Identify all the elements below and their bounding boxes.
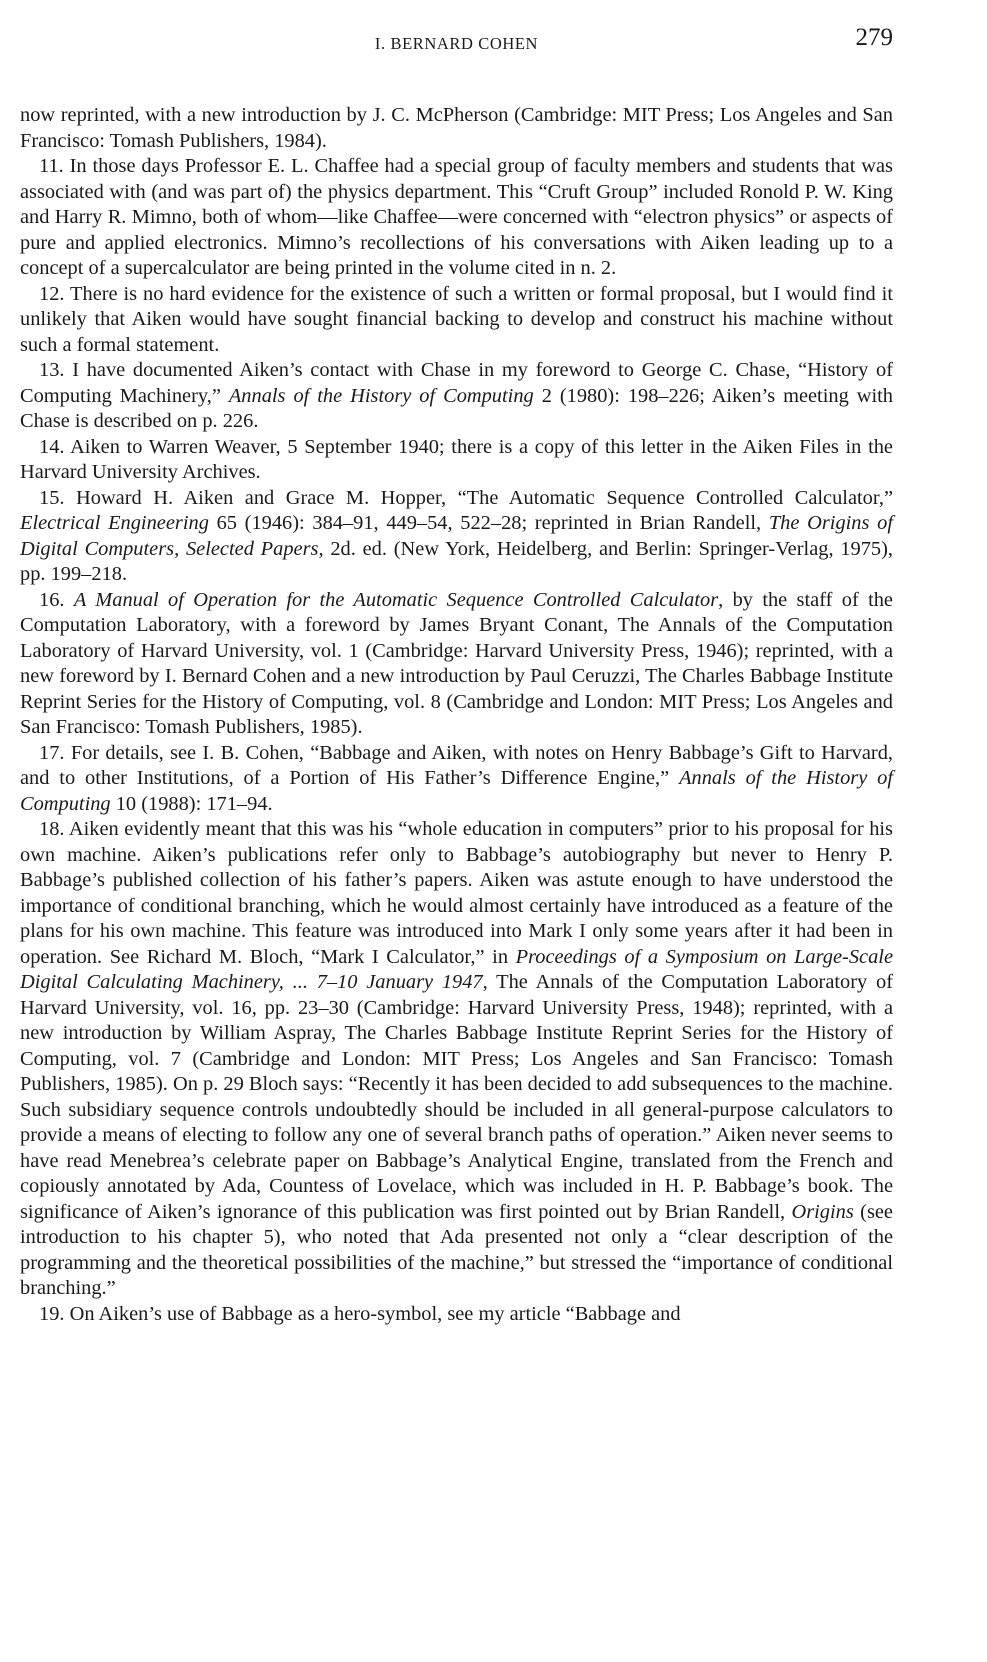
note-text: , 2d. ed. (New York, Heidelberg, and Berlin: Springer-Verlag, 1975), pp. 199–218. [20, 537, 893, 585]
note-text: (see introduction to his chapter 5), who noted that Ada presented not only a “clear description of the programming and the theoretical possibilities of the machine,” but stressed the “importance of conditional branching.” [20, 1200, 893, 1299]
note-text: 10 (1988): 171–94. [110, 792, 273, 815]
note-text: In those days Professor E. L. Chaffee had a special group of faculty members and students that was associated with (and was part of) the physics department. This “Cruft Group” included Ronold P. W. King and Harry R. Mimno, both of whom—like Chaffee—were concerned with “electron physics” or aspects of pure and applied electronics. Mimno’s recollections of his conversations with Aiken leading up to a concept of a supercalculator are being printed in the volume cited in n. 2. [20, 155, 893, 279]
page-number: 279 [855, 24, 893, 51]
endnote [20, 358, 893, 435]
page [20, 24, 893, 1327]
running-head [20, 24, 893, 64]
note-text: Aiken evidently meant that this was his “whole education in computers” prior to his proposal for his own machine. Aiken’s publications refer only to Babbage’s autobiography but never to Henry P. Babbage’s published collection of his father’s papers. Aiken was astute enough to have understood the importance of conditional branching, which he would almost certainly have introduced as a feature of the plans for his own machine. This feature was introduced into Mark I only some years after it had been in operation. See Richard M. Bloch, “Mark I Calculator,” in [20, 818, 893, 968]
endnote-number: 18. [39, 818, 65, 840]
endnote-number: 19. [39, 1302, 65, 1325]
endnote-number: 11. [39, 155, 64, 177]
note-text: On Aiken’s use of Babbage as a hero-symbol, see my article “Babbage and [69, 1302, 681, 1325]
endnote [20, 282, 893, 359]
endnote-number: 14. [39, 435, 65, 458]
endnote-number: 15. [39, 486, 65, 509]
endnote [20, 435, 893, 486]
italic-title: Annals of the History of Computing [228, 384, 534, 407]
italic-title: Electrical Engineering [20, 512, 209, 534]
endnote [20, 1302, 893, 1328]
endnote-number: 13. [39, 359, 65, 381]
italic-title: The Origins of Digital Computers, Selected Papers [20, 512, 893, 560]
note-text: , The Annals of the Computation Laboratory of Harvard University, vol. 16, pp. 23–30 (Cambridge: Harvard University Press, 1948); reprinted, with a new introduction by William Aspray, The Charles Babbage Institute Reprint Series for the History of Computing, vol. 7 (Cambridge and London: MIT Press; Los Angeles and San Francisco: Tomash Publishers, 1985). On p. 29 Bloch says: “Recently it has been decided to add subsequences to the machine. Such subsidiary sequence controls undoubtedly should be included in all general-purpose calculators to provide a means of electing to follow any one of several branch paths of operation.” Aiken never seems to have read Menebrea’s celebrate paper on Babbage’s Analytical Engine, translated from the French and copiously annotated by Ada, Countess of Lovelace, which was included in H. P. Babbage’s book. The significance of Aiken’s ignorance of this publication was first pointed out by Brian Randell, [20, 971, 893, 1223]
endnotes [20, 103, 893, 1327]
endnote [20, 486, 893, 588]
note-text: Aiken to Warren Weaver, 5 September 1940; there is a copy of this letter in the Aiken Files in the Harvard University Archives. [20, 435, 893, 483]
note-text: , by the staff of the Computation Laboratory, with a foreword by James Bryant Conant, The Annals of the Computation Laboratory of Harvard University, vol. 1 (Cambridge: Harvard University Press, 1946); reprinted, with a new foreword by I. Bernard Cohen and a new introduction by Paul Ceruzzi, The Charles Babbage Institute Reprint Series for the History of Computing, vol. 8 (Cambridge and London: MIT Press; Los Angeles and San Francisco: Tomash Publishers, 1985). [20, 588, 893, 738]
endnote [20, 817, 893, 1302]
note-text: For details, see I. B. Cohen, “Babbage and Aiken, with notes on Henry Babbage’s Gift to Harvard, and to other Institutions, of a Portion of His Father’s Difference Engine,” [20, 741, 893, 789]
endnote-number: 12. [39, 282, 65, 305]
italic-title: Origins [791, 1200, 854, 1223]
note-text: I have documented Aiken’s contact with Chase in my foreword to George C. Chase, “History of Computing Machinery,” [20, 359, 893, 407]
italic-title: A Manual of Operation for the Automatic Sequence Controlled Calculator [73, 588, 719, 611]
endnote [20, 741, 893, 818]
endnote-number: 16. [39, 588, 65, 611]
endnote-number: 17. [39, 741, 65, 764]
note-text: 65 (1946): 384–91, 449–54, 522–28; reprinted in Brian Randell, [208, 512, 769, 534]
note-text: There is no hard evidence for the existence of such a written or formal proposal, but I would find it unlikely that Aiken would have sought financial backing to develop and construct his machine without such a formal statement. [20, 282, 893, 356]
italic-title: Proceedings of a Symposium on Large-Scale Digital Calculating Machinery, ... 7–10 January 1947 [20, 945, 893, 993]
note-text: Howard H. Aiken and Grace M. Hopper, “The Automatic Sequence Controlled Calculator,” [76, 486, 894, 509]
endnote [20, 154, 893, 282]
note-text: 2 (1980): 198–226; Aiken’s meeting with Chase is described on p. 226. [20, 384, 893, 432]
note-text: now reprinted, with a new introduction by J. C. McPherson (Cambridge: MIT Press; Los Angeles and San Francisco: Tomash Publishers, 1984). [20, 104, 893, 152]
running-head-author: I. BERNARD COHEN [374, 34, 539, 53]
endnote-continuation [20, 103, 893, 154]
italic-title: Annals of the History of Computing [20, 767, 893, 815]
endnote [20, 588, 893, 741]
